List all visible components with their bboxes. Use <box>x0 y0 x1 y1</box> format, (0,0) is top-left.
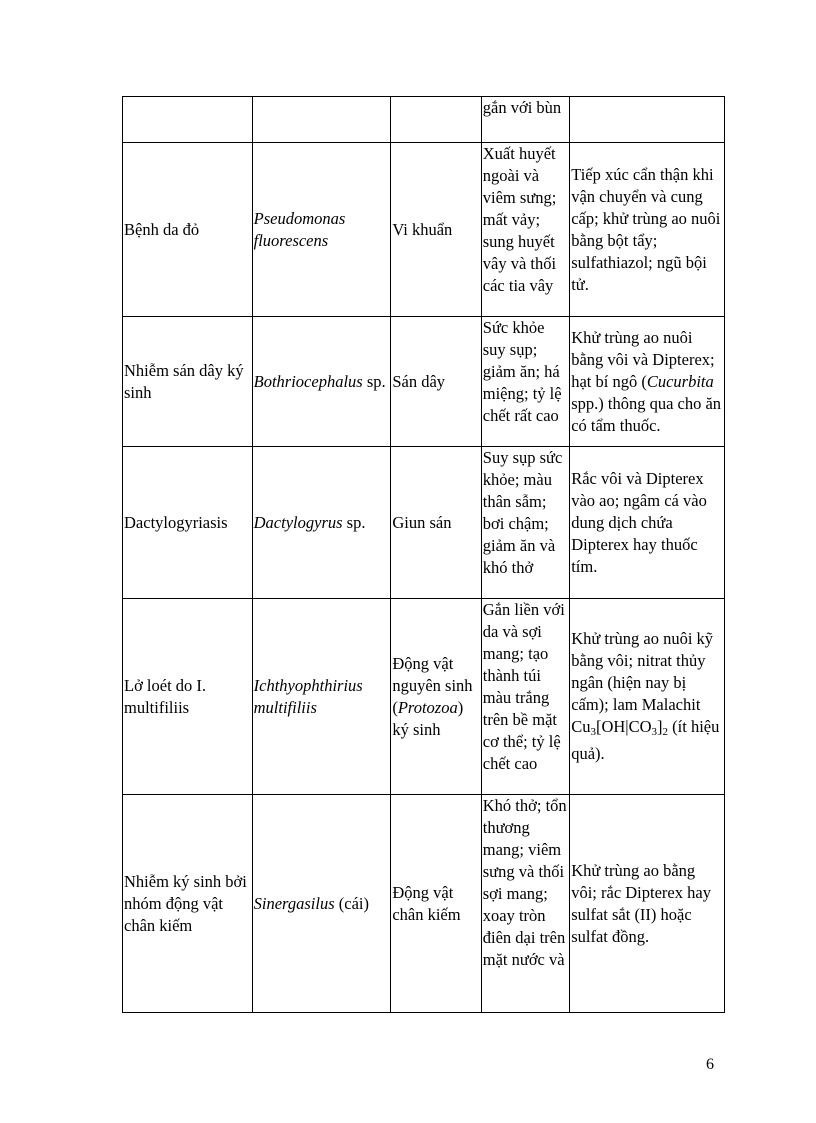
pathogen-cell <box>252 447 391 599</box>
treatment-cell: Rắc vôi và Dipterex vào ao; ngâm cá vào dung dịch chứa Dipterex hay thuốc tím. <box>570 447 725 599</box>
treatment-cell <box>570 97 725 143</box>
pathogen-suffix: (cái) <box>334 893 369 913</box>
disease-name-cell: Lở loét do I. multifiliis <box>123 599 253 795</box>
pathogen-type-cell: Động vật chân kiếm <box>391 795 481 1013</box>
formula-subscript: 3 <box>651 726 658 738</box>
pathogen-cell: Ichthyophthirius multifiliis <box>252 599 391 795</box>
treatment-cell <box>570 599 725 795</box>
disease-name-cell <box>123 97 253 143</box>
formula-subscript: 2 <box>662 726 669 738</box>
pathogen-cell <box>252 317 391 447</box>
treatment-text: Khử trùng ao nuôi bằng vôi và Dipterex; hạt bí ngô ( <box>571 327 715 391</box>
treatment-cell <box>570 317 725 447</box>
symptoms-cell: Khó thở; tổn thương mang; viêm sưng và thối sợi mang; xoay tròn điên dại trên mặt nước và <box>481 795 569 1013</box>
symptoms-cell: Gắn liền với da và sợi mang; tạo thành túi màu trắng trên bề mặt cơ thể; tỷ lệ chết cao <box>481 599 569 795</box>
treatment-italic: Cucurbita <box>646 371 714 391</box>
table-row <box>123 143 725 317</box>
page-number: 6 <box>706 1056 714 1073</box>
symptoms-cell: Suy sụp sức khỏe; màu thân sẫm; bơi chậm; giảm ăn và khó thở <box>481 447 569 599</box>
table-row <box>123 97 725 143</box>
table-row <box>123 317 725 447</box>
treatment-text: spp.) thông qua cho ăn có tẩm thuốc. <box>571 393 722 435</box>
formula-text: ] <box>657 717 663 736</box>
table-row <box>123 447 725 599</box>
disease-name-cell: Nhiễm sán dây ký sinh <box>123 317 253 447</box>
treatment-text: (ít hiệu quả). <box>571 717 720 763</box>
pathogen-type-cell <box>391 97 481 143</box>
pathogen-genus: Bothriocephalus <box>253 371 363 391</box>
pathogen-type-cell <box>391 599 481 795</box>
treatment-text: Khử trùng ao nuôi kỹ bằng vôi; nitrat thủy ngân (hiện nay bị cấm); lam Malachit Cu <box>571 629 714 736</box>
disease-name-cell: Nhiễm ký sinh bởi nhóm động vật chân kiếm <box>123 795 253 1013</box>
treatment-cell: Khử trùng ao bằng vôi; rắc Dipterex hay sulfat sắt (II) hoặc sulfat đồng. <box>570 795 725 1013</box>
symptoms-cell: Xuất huyết ngoài và viêm sưng; mất vảy; sung huyết vây và thối các tia vây <box>481 143 569 317</box>
disease-table <box>122 96 725 1013</box>
pathogen-suffix: sp. <box>362 371 386 391</box>
pathogen-type-cell: Vi khuẩn <box>391 143 481 317</box>
pathogen-cell <box>252 795 391 1013</box>
pathogen-type-cell: Giun sán <box>391 447 481 599</box>
pathogen-genus: Sinergasilus <box>253 893 335 913</box>
pathogen-type-cell: Sán dây <box>391 317 481 447</box>
pathogen-suffix: sp. <box>342 512 366 532</box>
type-text: Động vật nguyên sinh ( <box>392 653 473 717</box>
disease-name-cell: Dactylogyriasis <box>123 447 253 599</box>
treatment-cell: Tiếp xúc cẩn thận khi vận chuyển và cung cấp; khử trùng ao nuôi bằng bột tẩy; sulfathiazol; ngũ bội tử. <box>570 143 725 317</box>
pathogen-cell <box>252 97 391 143</box>
symptoms-cell: Sức khỏe suy sụp; giảm ăn; há miệng; tỷ lệ chết rất cao <box>481 317 569 447</box>
pathogen-cell: Pseudomonas fluorescens <box>252 143 391 317</box>
symptoms-cell: gắn với bùn <box>481 97 569 143</box>
type-italic: Protozoa <box>397 697 458 717</box>
disease-name-cell: Bệnh da đỏ <box>123 143 253 317</box>
type-text: ) ký sinh <box>392 697 464 739</box>
table-row <box>123 795 725 1013</box>
pathogen-genus: Dactylogyrus <box>253 512 343 532</box>
formula-text: [OH|CO <box>595 717 652 736</box>
table-row <box>123 599 725 795</box>
formula-subscript: 3 <box>590 726 596 738</box>
